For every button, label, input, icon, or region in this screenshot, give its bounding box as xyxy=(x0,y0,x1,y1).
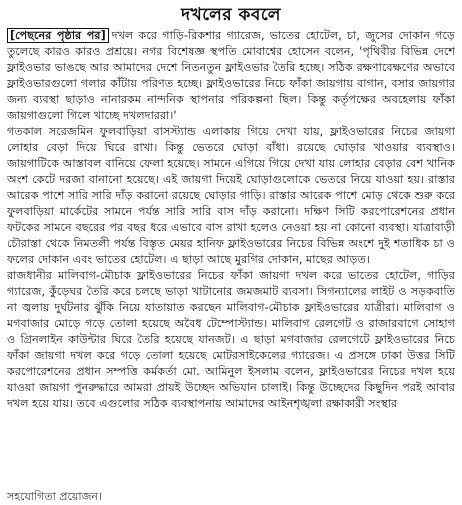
paragraph-1-text: দখল করে গাড়ি-রিকশার গ্যারেজ, ভাতের হোটেল, চা, জুসের দোকান গড়ে তুলেছে কারও কারও প্রশ্রয়ে। নগর বিশেষজ্ঞ স্থপতি মোবাশ্বের হোসেন বলেন, 'পৃথিবীর বিভিন্ন দেশে ফ্লাইওভার ভাঙছে আর আমাদের দেশে নিতনতুন ফ্লাইওভার তৈরি হচ্ছে। সঠিক রক্ষণাবেক্ষণের অভাবে ফ্লাইওভারগুলো গলার কাঁটায় পরিণত হচ্ছে। ফ্লাইওভারের নিচে ফাঁকা জায়গায় বাগান, বসার জায়গার জন্য ব্যবস্থা ছাড়াও নানারকম নান্দনিক স্থাপনার পরিকল্পনা ছিল। কিন্তু কর্তৃপক্ষের অবহেলায় ফাঁকা জায়গাগুলো গিলে খাচ্ছে দখলদাররা।' xyxy=(7,29,455,122)
article-paragraph-1 xyxy=(7,28,455,124)
continued-from-tag: [পেছনের পৃষ্ঠার পর] xyxy=(7,28,109,43)
article-body xyxy=(7,28,455,412)
article-paragraph-2: গতকাল সরেজমিন ফুলবাড়িয়া বাসস্ট্যান্ড এলাকায় গিয়ে দেখা যায়, ফ্লাইওভারের নিচের জায়গা লোহার বেড়া দিয়ে ঘিরে রাখা। কিন্তু ভেতরে ঘোড়া বাঁধা। রয়েছে ঘোড়ার খাওয়ার ব্যবস্থাও। জায়গাটিকে আস্তাবল বানিয়ে ফেলা হয়েছে। সামনে এগিয়ে গিয়ে দেখা যায় লোহার বেড়ার বেশ খানিক অংশ কেটে দরজা বানানো হয়েছে। এই জায়গা দিয়েই ঘোড়াগুলোকে ভেতরে নিয়ে যাওয়া হয়। রাস্তার আরেক পাশে সারি সারি দাঁড় করানো রয়েছে ঘোড়ার গাড়ি। রাস্তার আরেক পাশে মোড় থেকে শুরু করে ফুলবাড়িয়া মার্কেটের সামনে পর্যন্ত সারি সারি বাস দাঁড় করানো। দক্ষিণ সিটি করপোরেশনের প্রধান ফটকের সামনে বছরের পর বছর ধরে এভাবে বাস রাখা হলেও নেওয়া হয় না কোনো ব্যবস্থা। যাত্রাবাড়ী চৌরাস্তা থেকে নিমতলী পর্যন্ত বিস্তৃত মেয়র হানিফ ফ্লাইওভারের নিচের বিভিন্ন অংশে দুই শতাধিক চা ও ফলের দোকান এবং ভাতের হোটেল। এ ছাড়া আছে মুরগির দোকান, মাছের আড়ত। xyxy=(7,125,455,266)
article-paragraph-3: রাজধানীর মালিবাগ-মৌচাক ফ্লাইওভারের নিচের ফাঁকা জায়গা দখল করে ভাতের হোটেল, গাড়ির গ্যারেজ, কুঁড়েঘর তৈরি করে চলছে ভাড়া খাটানোর জমজমাট ব্যবসা। সিগন্যালের লাইট ও সড়কবাতি না জ্বলায় দুর্ঘটনার ঝুঁকি নিয়ে যাতায়াত করছেন মালিবাগ-মৌচাক ফ্লাইওভারের যাত্রীরা। মালিবাগ ও মগবাজার মোড়ে গড়ে তোলা হয়েছে অবৈধ টেম্পোস্ট্যান্ড। মালিবাগ রেলগেট ও রাজারবাগে সোহাগ ও গ্রিনলাইন কাউন্টার ঘিরে তৈরি হয়েছে যানজট। এ ছাড়া মগবাজার রেলগেটে ফ্লাইওভারের নিচে ফাঁকা জায়গা দখল করে গড়ে তোলা হয়েছে মোটরসাইকেলের গ্যারেজ। এ প্রসঙ্গে ঢাকা উত্তর সিটি করপোরেশনের প্রধান সম্পত্তি কর্মকর্তা মো. আমিনুল ইসলাম বলেন, ফ্লাইওভারের নিচের দখল হয়ে যাওয়া জায়গা পুনরুদ্ধারে আমরা প্রায়ই উচ্ছেদ অভিযান চালাই। কিন্তু উচ্ছেদের কিছুদিন পরই আবার দখল হয়ে যায়। তবে এগুলোর সঠিক ব্যবস্থাপনায় আমাদের আইনশৃঙ্খলা রক্ষাকারী সংস্থার xyxy=(7,269,455,410)
cut-off-line: সহযোগিতা প্রয়োজন। xyxy=(7,490,102,503)
article-headline: দখলের কবলে xyxy=(181,5,281,25)
